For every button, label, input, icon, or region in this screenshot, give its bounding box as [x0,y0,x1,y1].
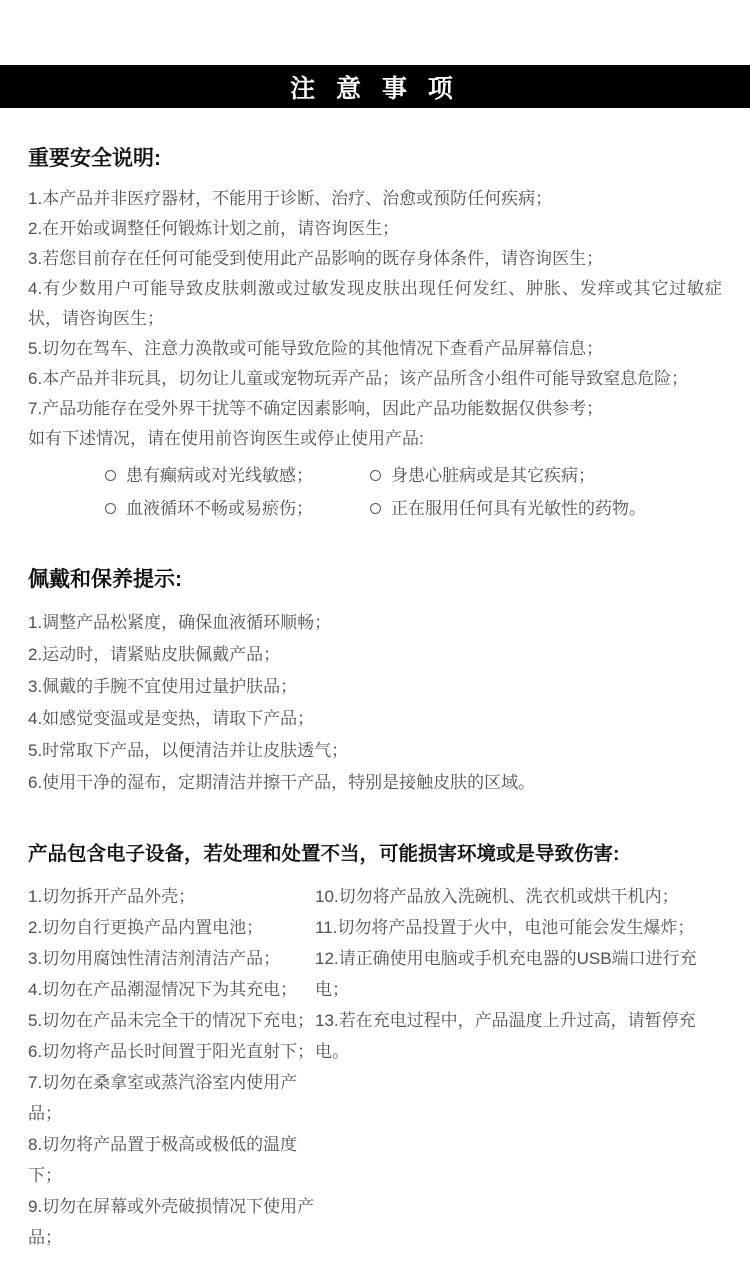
disposal-list-item: 8.切勿将产品置于极高或极低的温度下； [28,1135,298,1185]
disposal-right-list [315,881,727,1067]
circle-bullet-icon [105,503,116,514]
condition-item [370,492,722,525]
section-safety [28,146,722,525]
condition-label: 血液循环不畅或易瘀伤； [126,499,313,518]
safety-list-item: 3.若您目前存在任何可能受到使用此产品影响的既存身体条件，请咨询医生； [28,249,604,268]
safety-list-item: 1.本产品并非医疗器材，不能用于诊断、治疗、治愈或预防任何疾病； [28,189,553,208]
safety-heading: 重要安全说明: [28,147,161,170]
safety-list-item: 5.切勿在驾车、注意力涣散或可能导致危险的其他情况下查看产品屏幕信息； [28,339,604,358]
disposal-list-item: 6.切勿将产品长时间置于阳光直射下； [28,1042,315,1061]
conditions-list [105,459,722,525]
care-list [28,607,722,799]
safety-list [28,184,722,424]
header-bar [0,65,750,108]
disposal-left-list [28,881,328,1253]
condition-label: 患有癫病或对光线敏感； [126,466,313,485]
safety-list-item: 2.在开始或调整任何锻炼计划之前，请咨询医生； [28,219,400,238]
section-disposal [28,841,722,1253]
disposal-list-item: 1.切勿拆开产品外壳； [28,887,196,906]
care-list-item: 1.调整产品松紧度，确保血液循环顺畅； [28,613,332,632]
condition-item [105,459,370,492]
disposal-list-item: 2.切勿自行更换产品内置电池； [28,918,264,937]
disposal-list-item: 11.切勿将产品投置于火中，电池可能会发生爆炸； [315,918,695,937]
care-list-item: 2.运动时，请紧贴皮肤佩戴产品； [28,645,281,664]
circle-bullet-icon [370,503,381,514]
disposal-columns [28,881,722,1253]
condition-label: 身患心脏病或是其它疾病； [391,466,595,485]
content [0,146,750,1253]
care-list-item: 3.佩戴的手腕不宜使用过量护肤品； [28,677,298,696]
disposal-list-item: 4.切勿在产品潮湿情况下为其充电； [28,980,298,999]
safety-list-item: 6.本产品并非玩具，切勿让儿童或宠物玩弄产品；该产品所含小组件可能导致窒息危险； [28,369,689,388]
section-care [28,567,722,799]
circle-bullet-icon [105,470,116,481]
disposal-list-item: 10.切勿将产品放入洗碗机、洗衣机或烘干机内； [315,887,679,906]
disposal-list-item: 3.切勿用腐蚀性清洁剂清洁产品； [28,949,281,968]
safety-list-item: 7.产品功能存在受外界干扰等不确定因素影响，因此产品功能数据仅供参考； [28,399,604,418]
care-list-item: 6.使用干净的湿布，定期清洁并擦干产品，特别是接触皮肤的区域。 [28,773,536,792]
condition-label: 正在服用任何具有光敏性的药物。 [391,499,646,518]
care-list-item: 4.如感觉变温或是变热，请取下产品； [28,709,315,728]
safety-list-item: 4.有少数用户可能导致皮肤刺激或过敏发现皮肤出现任何发红、肿胀、发痒或其它过敏症状，请咨询医生； [28,279,722,328]
condition-item [105,492,370,525]
disposal-list-item: 7.切勿在桑拿室或蒸汽浴室内使用产品； [28,1073,298,1123]
disposal-list-item: 5.切勿在产品未完全干的情况下充电； [28,1011,315,1030]
condition-item [370,459,722,492]
safety-note: 如有下述情况，请在使用前咨询医生或停止使用产品: [28,429,424,448]
disposal-list-item: 13.若在充电过程中，产品温度上升过高，请暂停充电。 [315,1011,696,1061]
page-title: 注 意 事 项 [290,74,460,103]
circle-bullet-icon [370,470,381,481]
care-list-item: 5.时常取下产品，以便清洁并让皮肤透气； [28,741,349,760]
disposal-heading: 产品包含电子设备，若处理和处置不当，可能损害环境或是导致伤害: [28,843,620,865]
disposal-list-item: 12.请正确使用电脑或手机充电器的USB端口进行充电； [315,949,697,999]
disposal-list-item: 9.切勿在屏幕或外壳破损情况下使用产品； [28,1197,315,1247]
care-heading: 佩戴和保养提示: [28,568,182,591]
